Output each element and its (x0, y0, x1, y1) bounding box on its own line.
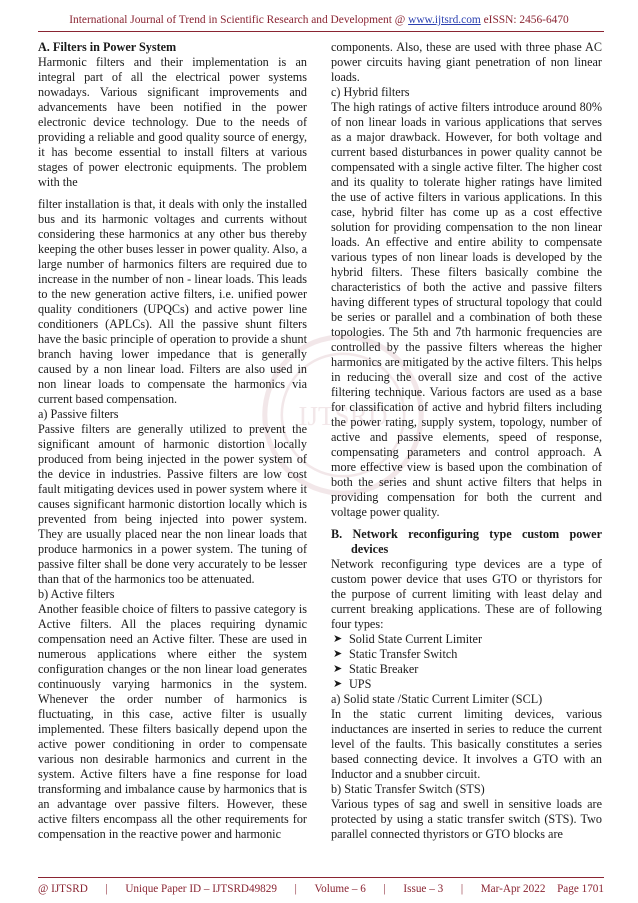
svg-text:IJTSRD: IJTSRD (298, 401, 388, 432)
paragraph: Passive filters are generally utilized to prevent the significant amount of harmonic distortion locally produced from being injected in the power system of the device in industries. Passive filters are low cost fault mitigating devices used in power system where it causes significant harmonic distortion locally which is prevented from being injected into power system. They are usually placed near the non linear loads that produce harmonics in a power system. The tuning of passive filter shall be done very accurately to be lesser than that of the harmonics too be attenuated. (38, 422, 307, 586)
list-item: ➤ Solid State Current Limiter (333, 632, 483, 646)
footer-paper-id: Unique Paper ID – IJTSRD49829 (125, 883, 277, 895)
subsection-heading-hybrid: c) Hybrid filters (331, 85, 410, 99)
footer-issue: Issue – 3 (403, 883, 444, 895)
paragraph: filter installation is that, it deals with only the installed bus and its harmonic voltages and currents without considering these harmonics at any other bus thereby keeping the other buses lesser in power quality. Also, a large number of harmonics filters are required due to increase in the number of non - linear loads. This leads to the new generation active filters, i.e. unified power quality conditioners (UPQCs) and active power line conditioners (APLCs). All the passive shunt filters have the basic principle of operation to provide a shunt branch having lower impedance that is generally caused by a non linear load. Filters are also used in non linear loads to compensate the harmonics via current based compensation. (38, 197, 307, 406)
issn-text: eISSN: 2456-6470 (480, 14, 569, 26)
paragraph: Another feasible choice of filters to passive category is Active filters. All the places requiring dynamic compensation need an Active filter. These are used in numerous applications where either the system configuration changes or the non linear load generates continuously varying harmonics in the system. Whenever the order number of harmonics is fluctuating, in this case, active filter is usually implemented. These filters basically depend upon the active power conditioning in order to compensate various non desirable harmonics and current in the system. Active filters have a fine response for load transforming and imbalance cause by harmonics that is an advantage over passive filters. However, these active filters encompass all the other requirements for compensation in the reactive power and harmonic (38, 602, 307, 841)
paragraph: The high ratings of active filters introduce around 80% of non linear loads in various applications that serves as a major drawback. However, for both voltage and current based disturbances in power quality cannot be compensated with a single active filter. The higher cost and its quality to tolerate higher ratings have limited the use of active filters in various applications. In this case, hybrid filter has come up as a cost effective solution for providing compensation to the non linear loads. An effective and entire ability to compensate various types of non linear loads is developed by the hybrid filters. These filters basically combine the characteristics of both the active and passive filters having different types of structural topology that could be series or parallel and a combination of both these topologies. The 5th and 7th harmonic frequencies are controlled by the passive filters whereas the higher harmonics are mitigated by the active filters. This helps in reducing the overall size and cost of the active filtering technique. Various factors are used as a base for classification of active and hybrid filters including the power rating, supply system, topology, number of active and passive elements, speed of response, compensating parameters and control approach. A more effective view is based upon the combination of both the series and shunt active filters that helps in providing compensation for both the current and voltage power quality. (331, 100, 602, 519)
arrow-bullet-icon: ➤ (333, 648, 343, 660)
paragraph: Harmonic filters and their implementation is an integral part of all the electrical power systems nowadays. Various significant improvements and advancements have been notified in the power electronic device technology. Due to the needs of providing a reliable and good quality source of energy, it has become essential to install filters at various stages of power electronic equipments. The problem with the (38, 55, 307, 189)
paragraph: In the static current limiting devices, various inductances are inserted in series to reduce the current level of the faults. This basically constitutes a series based connecting device. It involves a GTO with an Inductor and a snubber circuit. (331, 707, 602, 781)
paragraph: components. Also, these are used with three phase AC power circuits having giant penetration of non linear loads. (331, 40, 602, 84)
footer-page-number: Page 1701 (557, 883, 604, 895)
arrow-bullet-icon: ➤ (333, 678, 343, 690)
footer-brand: @ IJTSRD (38, 883, 88, 895)
running-header (0, 14, 638, 26)
footer-volume: Volume – 6 (314, 883, 366, 895)
list-item: ➤ Static Transfer Switch (333, 647, 458, 661)
subsection-heading-scl: a) Solid state /Static Current Limiter (SCL) (331, 692, 543, 706)
left-column (38, 40, 307, 842)
footer-date: Mar-Apr 2022 (480, 883, 546, 895)
subsection-heading-active: b) Active filters (38, 587, 115, 601)
section-heading-network: B. Network reconfiguring type custom power devices (331, 527, 602, 556)
journal-url-link[interactable]: www.ijtsrd.com (408, 14, 481, 26)
journal-name: International Journal of Trend in Scientific Research and Development @ (69, 14, 409, 26)
paragraph: Various types of sag and swell in sensitive loads are protected by using a static transfer switch (STS). Two parallel connected thyristors or GTO blocks are (331, 797, 602, 841)
arrow-bullet-icon: ➤ (333, 663, 343, 675)
section-heading-filters: A. Filters in Power System (38, 40, 177, 54)
right-column (331, 40, 602, 842)
header-rule (38, 31, 604, 32)
paragraph: Network reconfiguring type devices are a type of custom power device that uses GTO or thyristors for the purpose of current limiting with least delay and current breaking applications. These are of following four types: (331, 557, 602, 631)
subsection-heading-sts: b) Static Transfer Switch (STS) (331, 782, 485, 796)
device-list (331, 632, 602, 692)
arrow-bullet-icon: ➤ (333, 633, 343, 645)
footer-rule (38, 877, 604, 878)
subsection-heading-passive: a) Passive filters (38, 407, 119, 421)
list-item: ➤ UPS (333, 677, 372, 691)
running-footer: @ IJTSRD | Unique Paper ID – IJTSRD49829 | Volume – 6 | Issue – 3 | Mar-Apr 2022 Page 1701 (38, 883, 604, 895)
list-item: ➤ Static Breaker (333, 662, 419, 676)
